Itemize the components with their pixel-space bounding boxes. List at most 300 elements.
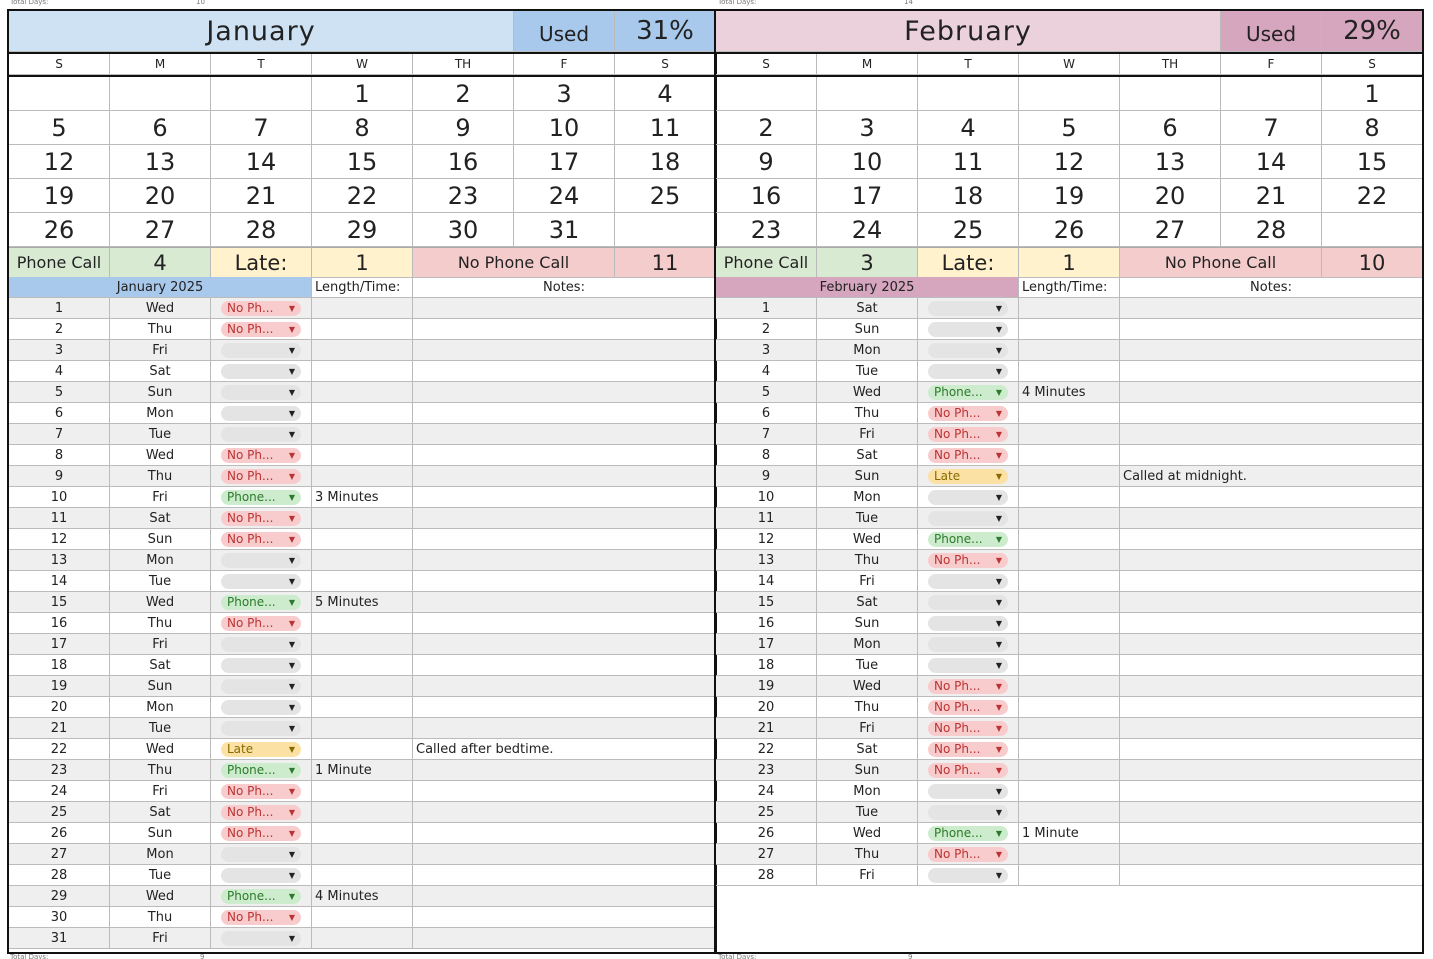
status-dropdown[interactable] [221,595,301,610]
length-time-cell[interactable] [312,676,413,697]
length-time-cell[interactable]: 4 Minutes [1019,382,1120,403]
notes-cell[interactable] [1120,781,1422,802]
status-dropdown[interactable] [928,763,1008,778]
notes-cell[interactable] [413,445,715,466]
status-dropdown[interactable] [928,805,1008,820]
calendar-day-cell[interactable]: 31 [514,213,615,247]
length-time-cell[interactable] [1019,340,1120,361]
notes-cell[interactable] [413,403,715,424]
notes-cell[interactable] [1120,865,1422,886]
status-dropdown[interactable] [928,511,1008,526]
length-time-cell[interactable] [312,466,413,487]
calendar-day-cell[interactable]: 2 [716,111,817,145]
log-day-of-week: Wed [817,382,918,403]
notes-cell[interactable] [1120,697,1422,718]
log-row [9,907,715,928]
calendar-day-cell[interactable]: 7 [1221,111,1322,145]
status-dropdown[interactable] [221,931,301,946]
notes-cell[interactable] [413,697,715,718]
calendar-day-cell[interactable]: 14 [211,145,312,179]
length-time-cell[interactable] [1019,844,1120,865]
status-cell [918,823,1019,844]
log-row [9,928,715,949]
status-dropdown[interactable] [221,721,301,736]
calendar-day-cell[interactable]: 23 [716,213,817,247]
used-percent: 29% [1322,11,1422,52]
notes-cell[interactable] [1120,739,1422,760]
status-dropdown[interactable] [221,301,301,316]
notes-cell[interactable] [1120,445,1422,466]
length-time-cell[interactable]: 1 Minute [312,760,413,781]
calendar-day-cell[interactable] [817,77,918,111]
length-time-cell[interactable] [1019,718,1120,739]
log-row [716,361,1422,382]
length-time-cell[interactable] [1019,802,1120,823]
calendar-day-cell[interactable]: 10 [514,111,615,145]
status-cell [211,571,312,592]
length-time-cell[interactable] [312,529,413,550]
length-time-cell[interactable] [312,298,413,319]
status-dropdown[interactable] [928,868,1008,883]
calendar-day-cell[interactable] [1120,77,1221,111]
log-row [716,844,1422,865]
length-time-cell[interactable] [1019,739,1120,760]
notes-cell[interactable] [1120,340,1422,361]
calendar-day-cell[interactable] [1221,77,1322,111]
calendar-day-cell[interactable]: 25 [615,179,715,213]
length-time-cell[interactable] [312,739,413,760]
notes-cell[interactable] [1120,424,1422,445]
length-time-cell[interactable]: 4 Minutes [312,886,413,907]
calendar-day-cell[interactable]: 16 [716,179,817,213]
calendar-day-cell[interactable]: 3 [514,77,615,111]
log-row [9,886,715,907]
notes-cell[interactable] [413,613,715,634]
status-cell [211,760,312,781]
length-time-cell[interactable] [312,319,413,340]
calendar-day-cell[interactable]: 10 [817,145,918,179]
dropdown-arrow-icon: ▼ [288,408,295,418]
calendar-day-cell[interactable]: 24 [514,179,615,213]
length-time-cell[interactable] [1019,613,1120,634]
log-row [9,424,715,445]
notes-cell[interactable] [1120,844,1422,865]
length-time-cell[interactable] [1019,508,1120,529]
status-dropdown[interactable] [221,406,301,421]
status-dropdown[interactable] [928,847,1008,862]
status-dropdown[interactable] [221,448,301,463]
status-dropdown[interactable] [221,784,301,799]
calendar-day-cell[interactable]: 11 [918,145,1019,179]
notes-cell[interactable] [413,823,715,844]
length-time-cell[interactable] [1019,781,1120,802]
calendar-day-cell[interactable] [211,77,312,111]
notes-cell[interactable] [413,928,715,949]
status-dropdown[interactable] [928,322,1008,337]
length-time-cell[interactable] [312,928,413,949]
status-cell [211,382,312,403]
notes-cell[interactable] [413,466,715,487]
log-day-of-week: Thu [110,760,211,781]
log-day-of-week: Tue [110,865,211,886]
notes-cell[interactable] [413,319,715,340]
notes-cell[interactable] [1120,634,1422,655]
length-time-cell[interactable] [1019,529,1120,550]
log-day-number: 28 [716,865,817,886]
dropdown-arrow-icon: ▼ [995,303,1002,313]
log-day-number: 27 [716,844,817,865]
status-dropdown[interactable] [928,301,1008,316]
weekday-header: TH [413,54,514,75]
notes-cell[interactable] [413,802,715,823]
log-day-of-week: Thu [817,844,918,865]
calendar-day-cell[interactable] [9,77,110,111]
calendar-day-cell[interactable]: 25 [918,213,1019,247]
calendar-day-cell[interactable]: 17 [514,145,615,179]
notes-cell[interactable] [413,487,715,508]
length-time-cell[interactable] [312,697,413,718]
notes-cell[interactable] [413,424,715,445]
status-dropdown[interactable] [928,658,1008,673]
notes-cell[interactable] [413,571,715,592]
length-time-cell[interactable] [1019,634,1120,655]
log-day-of-week: Wed [110,739,211,760]
no-phone-call-label: No Phone Call [1120,248,1322,278]
length-time-cell[interactable] [312,613,413,634]
status-dropdown[interactable] [221,469,301,484]
status-dropdown[interactable] [928,364,1008,379]
status-dropdown[interactable] [928,448,1008,463]
late-label: Late: [211,248,312,278]
calendar-day-cell[interactable]: 4 [918,111,1019,145]
calendar-day-cell[interactable]: 11 [615,111,715,145]
notes-cell[interactable] [413,886,715,907]
calendar-day-cell[interactable] [918,77,1019,111]
length-time-cell[interactable] [312,634,413,655]
notes-cell[interactable] [413,655,715,676]
status-cell [918,319,1019,340]
calendar-day-cell[interactable]: 26 [1019,213,1120,247]
notes-cell[interactable] [1120,487,1422,508]
calendar-day-cell[interactable]: 14 [1221,145,1322,179]
calendar-day-cell[interactable]: 21 [1221,179,1322,213]
length-time-cell[interactable] [312,508,413,529]
calendar-day-cell[interactable]: 19 [1019,179,1120,213]
calendar-day-cell[interactable]: 2 [413,77,514,111]
calendar-day-cell[interactable]: 12 [1019,145,1120,179]
length-time-cell[interactable] [312,718,413,739]
calendar-day-cell[interactable]: 4 [615,77,715,111]
status-cell [211,781,312,802]
notes-cell[interactable] [1120,319,1422,340]
status-cell [918,592,1019,613]
length-time-cell[interactable] [1019,298,1120,319]
calendar-day-cell[interactable]: 28 [211,213,312,247]
calendar-day-cell[interactable]: 18 [615,145,715,179]
calendar-day-cell[interactable]: 3 [817,111,918,145]
length-time-cell[interactable] [312,823,413,844]
length-time-cell[interactable] [312,361,413,382]
notes-cell[interactable] [413,781,715,802]
status-dropdown[interactable] [221,805,301,820]
calendar-day-cell[interactable] [110,77,211,111]
calendar-day-cell[interactable]: 5 [9,111,110,145]
calendar-day-cell[interactable]: 5 [1019,111,1120,145]
calendar-day-cell[interactable]: 28 [1221,213,1322,247]
calendar-day-cell[interactable]: 27 [110,213,211,247]
length-time-cell[interactable] [312,865,413,886]
status-dropdown[interactable] [928,343,1008,358]
notes-cell[interactable] [1120,508,1422,529]
log-row [9,487,715,508]
log-day-number: 17 [9,634,110,655]
calendar-day-cell[interactable]: 15 [1322,145,1422,179]
status-dropdown[interactable] [928,553,1008,568]
length-time-cell[interactable] [1019,445,1120,466]
calendar-day-cell[interactable]: 17 [817,179,918,213]
dropdown-arrow-icon: ▼ [288,786,295,796]
dropdown-arrow-icon: ▼ [288,555,295,565]
notes-cell[interactable] [413,592,715,613]
notes-cell[interactable] [413,298,715,319]
length-time-cell[interactable] [1019,466,1120,487]
status-dropdown[interactable] [928,637,1008,652]
status-dropdown[interactable] [928,385,1008,400]
notes-cell[interactable] [1120,592,1422,613]
notes-cell[interactable] [413,361,715,382]
status-cell [211,445,312,466]
calendar-day-cell[interactable]: 23 [413,179,514,213]
log-month-header: February 2025 [716,277,1019,298]
month-name: January [9,11,514,52]
notes-cell[interactable]: Called after bedtime. [413,739,715,760]
status-dropdown[interactable] [221,364,301,379]
log-row [9,739,715,760]
status-cell [918,802,1019,823]
status-dropdown[interactable] [221,511,301,526]
calendar-day-cell[interactable]: 29 [312,213,413,247]
length-time-cell[interactable] [1019,550,1120,571]
calendar-day-cell[interactable] [1019,77,1120,111]
length-time-cell[interactable] [312,802,413,823]
calendar-day-cell[interactable] [716,77,817,111]
status-dropdown[interactable] [221,574,301,589]
calendar-day-cell[interactable]: 19 [9,179,110,213]
status-dropdown[interactable] [221,679,301,694]
dropdown-arrow-icon: ▼ [995,870,1002,880]
log-day-of-week: Sat [110,802,211,823]
length-time-cell[interactable] [1019,760,1120,781]
log-day-of-week: Wed [110,886,211,907]
status-dropdown[interactable] [221,658,301,673]
status-dropdown[interactable] [928,700,1008,715]
notes-cell[interactable] [1120,382,1422,403]
notes-cell[interactable]: Called at midnight. [1120,466,1422,487]
status-dropdown[interactable] [221,343,301,358]
status-cell [211,466,312,487]
calendar-day-cell[interactable]: 9 [413,111,514,145]
notes-cell[interactable] [413,676,715,697]
calendar-day-cell[interactable]: 27 [1120,213,1221,247]
status-dropdown[interactable] [221,385,301,400]
status-dropdown[interactable] [221,490,301,505]
status-dropdown[interactable] [221,532,301,547]
calendar-day-cell[interactable]: 18 [918,179,1019,213]
calendar-day-cell[interactable]: 20 [110,179,211,213]
calendar-day-cell[interactable]: 1 [312,77,413,111]
status-cell [211,487,312,508]
notes-cell[interactable] [413,634,715,655]
status-dropdown[interactable] [221,826,301,841]
length-time-cell[interactable] [1019,571,1120,592]
length-time-cell[interactable]: 3 Minutes [312,487,413,508]
notes-cell[interactable] [413,508,715,529]
status-dropdown[interactable] [928,469,1008,484]
status-dropdown-value: No Ph... [227,805,274,819]
calendar-day-cell[interactable]: 24 [817,213,918,247]
calendar-day-cell[interactable]: 16 [413,145,514,179]
length-time-cell[interactable] [312,550,413,571]
notes-cell[interactable] [1120,298,1422,319]
dropdown-arrow-icon: ▼ [288,492,295,502]
length-time-cell[interactable] [1019,592,1120,613]
log-row [9,403,715,424]
length-time-cell[interactable] [312,424,413,445]
log-day-of-week: Tue [817,508,918,529]
length-time-cell[interactable] [312,571,413,592]
calendar-day-cell[interactable]: 1 [1322,77,1422,111]
notes-cell[interactable] [413,382,715,403]
log-day-number: 15 [9,592,110,613]
status-dropdown[interactable] [221,763,301,778]
length-time-cell[interactable] [312,844,413,865]
length-time-cell[interactable] [1019,361,1120,382]
length-time-cell[interactable]: 5 Minutes [312,592,413,613]
length-time-cell[interactable] [312,781,413,802]
calendar-day-cell[interactable]: 13 [110,145,211,179]
status-dropdown[interactable] [928,679,1008,694]
status-dropdown[interactable] [928,490,1008,505]
status-cell [918,634,1019,655]
status-dropdown[interactable] [221,700,301,715]
length-time-cell[interactable] [312,445,413,466]
length-time-cell[interactable] [1019,403,1120,424]
calendar-day-cell[interactable] [1322,213,1422,247]
status-dropdown[interactable] [221,637,301,652]
status-dropdown[interactable] [928,721,1008,736]
length-time-cell[interactable] [312,403,413,424]
notes-cell[interactable] [413,529,715,550]
length-time-cell[interactable] [1019,487,1120,508]
notes-cell[interactable] [413,844,715,865]
length-time-cell[interactable] [1019,697,1120,718]
notes-cell[interactable] [1120,361,1422,382]
length-time-cell[interactable] [1019,865,1120,886]
notes-cell[interactable] [1120,529,1422,550]
notes-cell[interactable] [413,760,715,781]
status-dropdown[interactable] [928,532,1008,547]
notes-cell[interactable] [1120,676,1422,697]
notes-cell[interactable] [1120,802,1422,823]
calendar-day-cell[interactable]: 15 [312,145,413,179]
status-dropdown[interactable] [221,553,301,568]
calendar-day-cell[interactable]: 13 [1120,145,1221,179]
notes-cell[interactable] [413,907,715,928]
status-dropdown[interactable] [928,784,1008,799]
notes-cell[interactable] [1120,403,1422,424]
status-dropdown[interactable] [928,427,1008,442]
month-title-row [716,11,1422,54]
calendar-day-cell[interactable]: 21 [211,179,312,213]
log-day-number: 11 [9,508,110,529]
dropdown-arrow-icon: ▼ [995,786,1002,796]
notes-cell[interactable] [413,550,715,571]
calendar-day-cell[interactable] [615,213,715,247]
calendar-day-cell[interactable]: 22 [1322,179,1422,213]
status-dropdown[interactable] [221,889,301,904]
length-time-cell[interactable] [1019,319,1120,340]
status-dropdown[interactable] [928,574,1008,589]
notes-cell[interactable] [1120,760,1422,781]
notes-cell[interactable] [413,865,715,886]
status-dropdown[interactable] [221,427,301,442]
calendar-day-cell[interactable]: 6 [110,111,211,145]
notes-cell[interactable] [1120,550,1422,571]
notes-cell[interactable] [1120,613,1422,634]
calendar-day-cell[interactable]: 8 [1322,111,1422,145]
calendar-day-cell[interactable]: 22 [312,179,413,213]
calendar-day-cell[interactable]: 9 [716,145,817,179]
status-dropdown[interactable] [928,742,1008,757]
length-time-cell[interactable] [312,907,413,928]
status-dropdown[interactable] [221,616,301,631]
status-dropdown[interactable] [221,868,301,883]
log-row [716,382,1422,403]
calendar-day-cell[interactable]: 12 [9,145,110,179]
log-day-of-week: Sat [817,445,918,466]
length-time-cell[interactable] [312,382,413,403]
calendar-day-cell[interactable]: 7 [211,111,312,145]
calendar-day-cell[interactable]: 30 [413,213,514,247]
length-time-cell[interactable]: 1 Minute [1019,823,1120,844]
dropdown-arrow-icon: ▼ [288,828,295,838]
calendar-day-cell[interactable]: 8 [312,111,413,145]
notes-cell[interactable] [413,340,715,361]
status-dropdown[interactable] [928,616,1008,631]
length-time-cell[interactable] [312,655,413,676]
status-dropdown[interactable] [928,406,1008,421]
notes-cell[interactable] [1120,571,1422,592]
calendar-day-cell[interactable]: 26 [9,213,110,247]
calendar-day-cell[interactable]: 6 [1120,111,1221,145]
status-dropdown[interactable] [221,742,301,757]
notes-cell[interactable] [413,718,715,739]
status-dropdown[interactable] [221,322,301,337]
length-time-cell[interactable] [1019,655,1120,676]
length-time-cell[interactable] [1019,676,1120,697]
calendar-day-cell[interactable]: 20 [1120,179,1221,213]
status-dropdown[interactable] [928,826,1008,841]
length-time-cell[interactable] [1019,424,1120,445]
status-dropdown[interactable] [221,910,301,925]
log-row [716,508,1422,529]
status-dropdown[interactable] [221,847,301,862]
notes-cell[interactable] [1120,655,1422,676]
notes-cell[interactable] [1120,823,1422,844]
status-dropdown[interactable] [928,595,1008,610]
notes-cell[interactable] [1120,718,1422,739]
length-time-cell[interactable] [312,340,413,361]
